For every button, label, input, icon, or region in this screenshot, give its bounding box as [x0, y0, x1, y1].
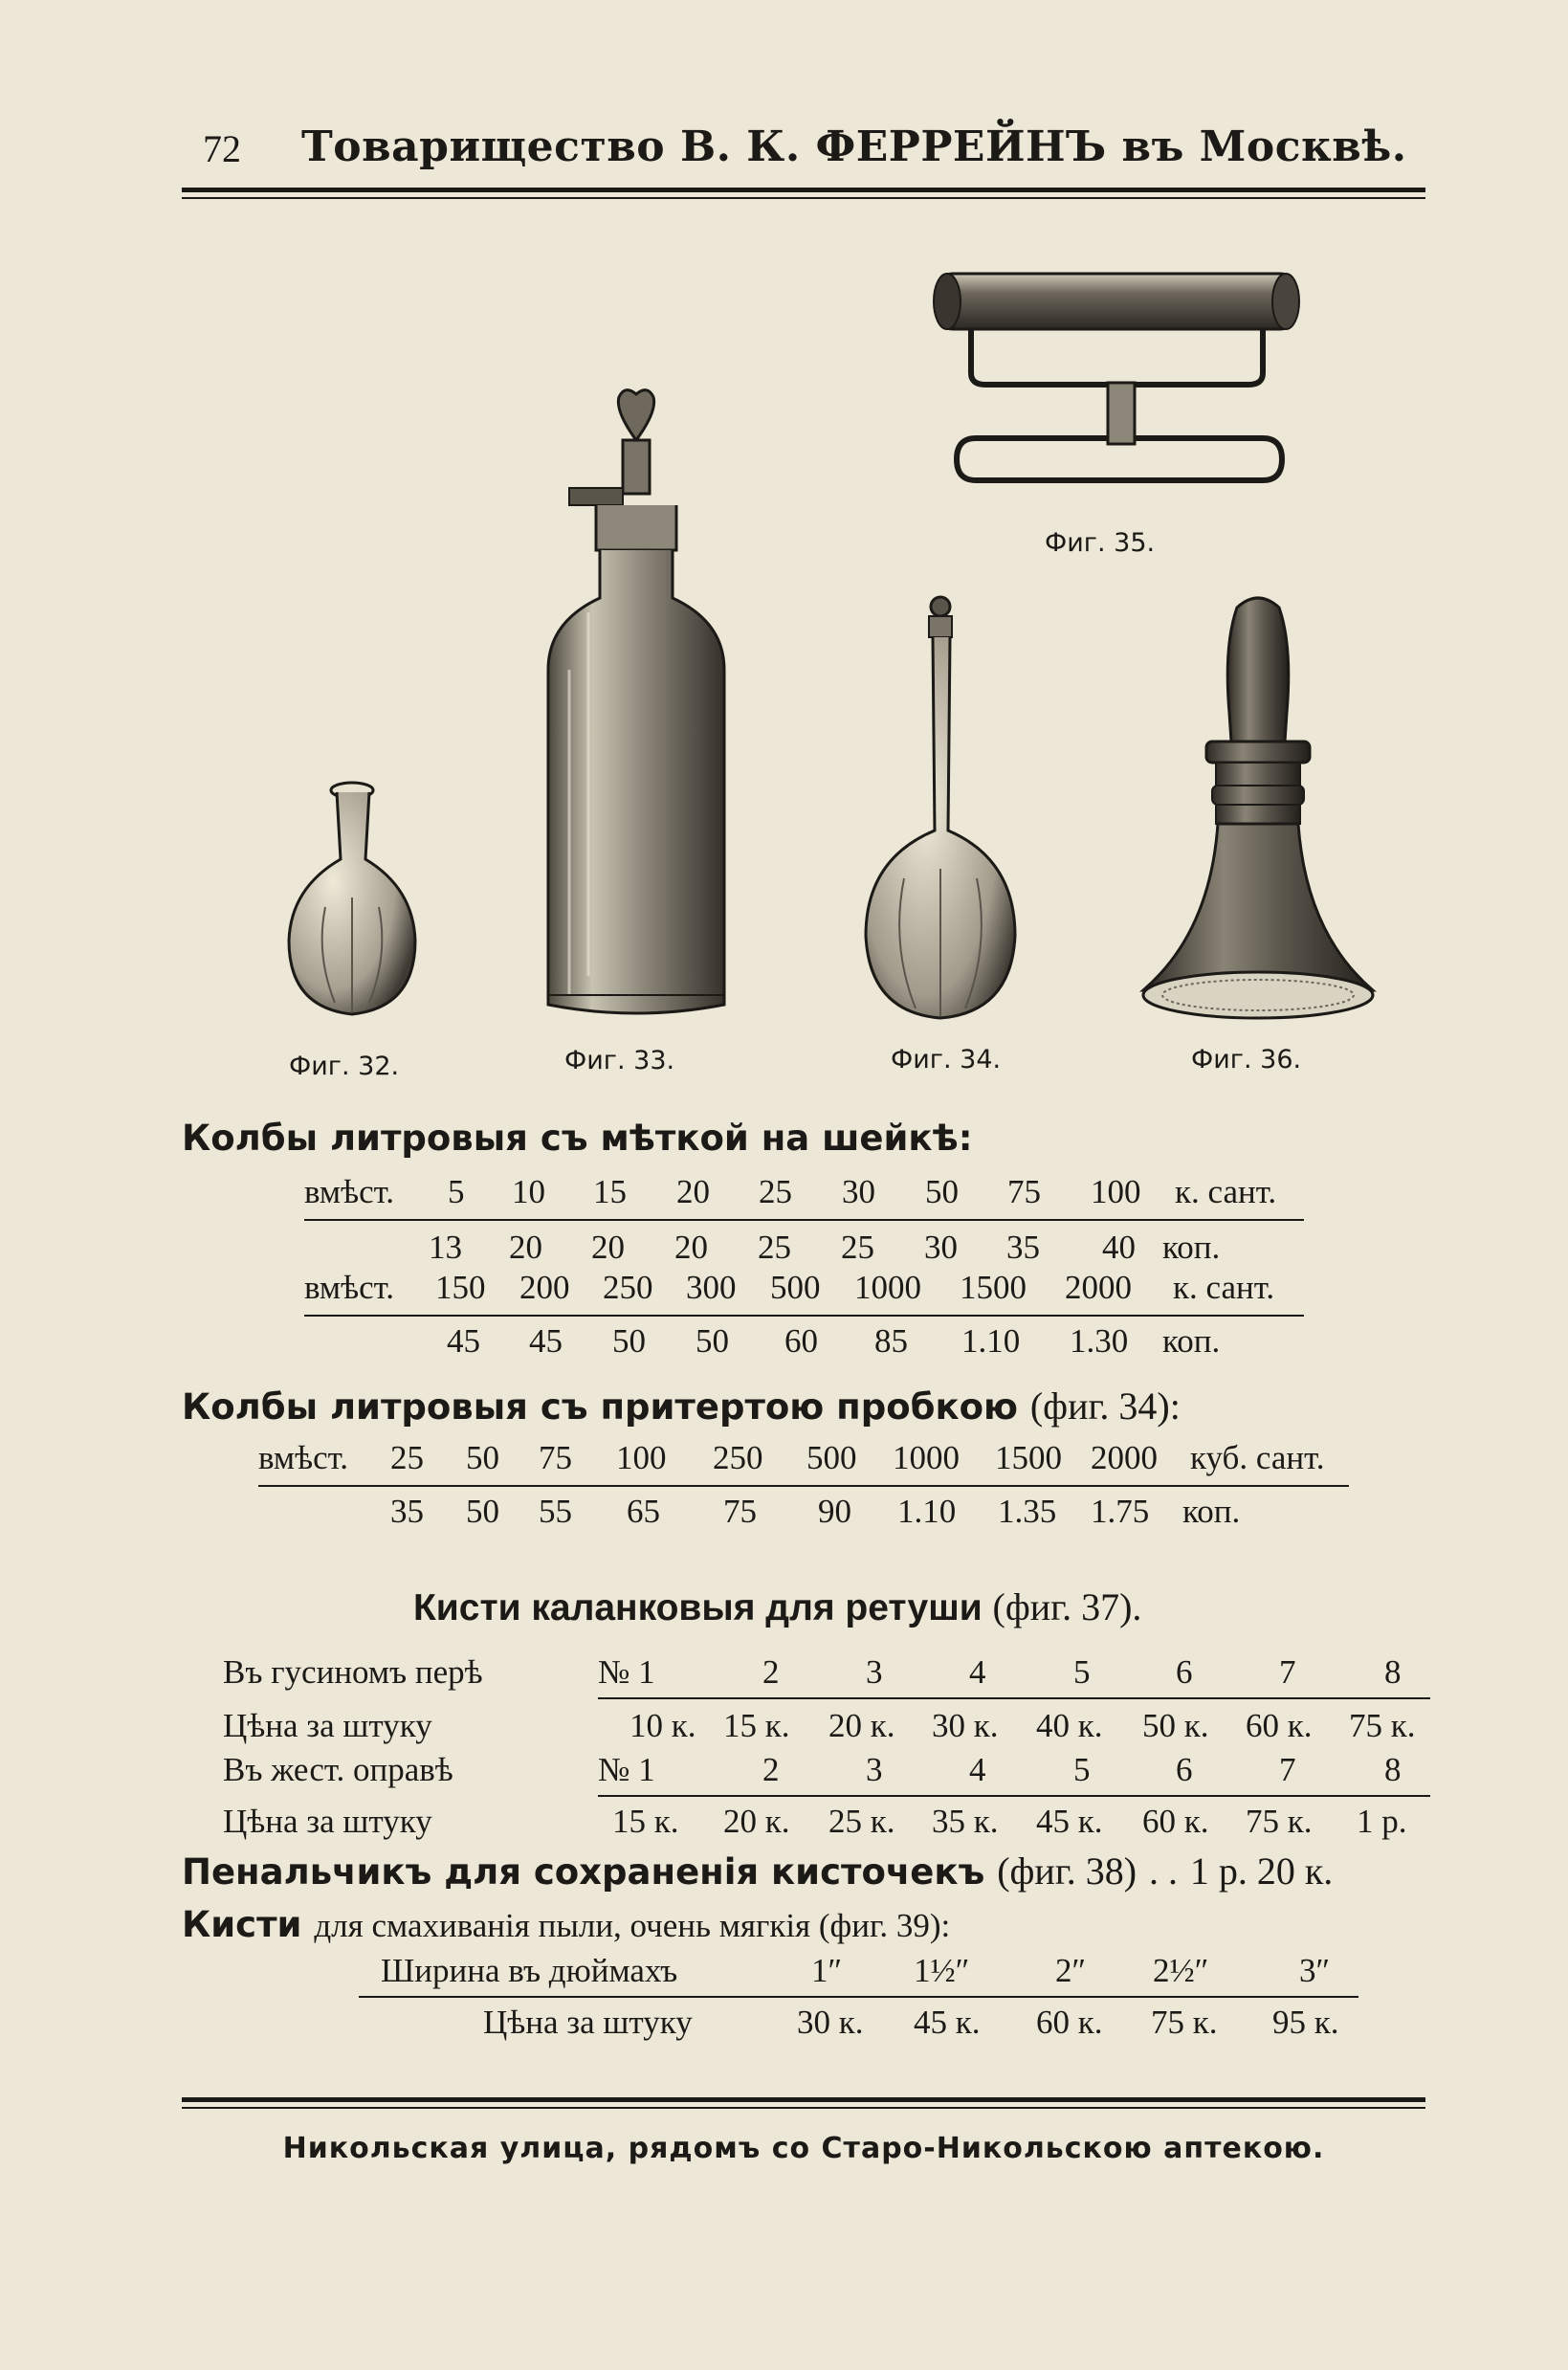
- cell: 1½″: [914, 1952, 970, 1989]
- footer-rule-thin: [182, 2107, 1425, 2109]
- cell: 60: [784, 1322, 818, 1360]
- fig35-caption: Фиг. 35.: [1045, 528, 1156, 558]
- cell: 8: [1384, 1751, 1402, 1788]
- cell: 200: [519, 1269, 570, 1306]
- section1-row1-label: вмѣст.: [304, 1173, 395, 1210]
- cell: 45 к.: [914, 2004, 981, 2041]
- unit: куб. сант.: [1190, 1439, 1325, 1476]
- cell: 8: [1384, 1653, 1402, 1691]
- section3-title-ref: (фиг. 37).: [992, 1585, 1142, 1628]
- cell: 15 к.: [723, 1707, 790, 1744]
- header-rule-thin: [182, 197, 1425, 199]
- section5-line: [182, 1904, 950, 1945]
- cell: 1 р.: [1357, 1803, 1407, 1840]
- cell: 300: [686, 1269, 737, 1306]
- cell: 75 к.: [1246, 1803, 1313, 1840]
- section3-row2: [0, 1707, 1568, 1751]
- cell: 50: [696, 1322, 729, 1360]
- section2-title-ref: (фиг. 34):: [1029, 1384, 1181, 1428]
- section1-row3-label: вмѣст.: [304, 1269, 395, 1306]
- section3-rule2: [598, 1795, 1430, 1797]
- cell: 13: [429, 1229, 462, 1266]
- cell: 25: [758, 1229, 791, 1266]
- cell: 7: [1279, 1653, 1296, 1691]
- cell: 15: [593, 1173, 627, 1210]
- section3-title-text: Кисти каланковыя для ретуши: [413, 1587, 983, 1628]
- cell: 1000: [893, 1439, 960, 1476]
- cell: 6: [1176, 1751, 1193, 1788]
- cell: 90: [818, 1493, 851, 1530]
- cell: 1.10: [897, 1493, 957, 1530]
- section4-title: Пенальчикъ для сохраненія кисточекъ: [182, 1851, 985, 1893]
- section5-title: Кисти: [182, 1904, 302, 1945]
- section4-title-ref: (фиг. 38): [997, 1849, 1137, 1893]
- unit: коп.: [1162, 1229, 1221, 1266]
- cell: 20: [509, 1229, 542, 1266]
- section1-rule2: [304, 1315, 1304, 1317]
- section5-rule: [359, 1996, 1358, 1998]
- cell: 50: [466, 1493, 499, 1530]
- fig36-funnel-illustration: [1134, 588, 1382, 1074]
- cell: 65: [627, 1493, 660, 1530]
- cell: 35 к.: [932, 1803, 999, 1840]
- section3-title: [413, 1584, 1141, 1629]
- cell: 60 к.: [1036, 2004, 1103, 2041]
- cell: 30 к.: [797, 2004, 864, 2041]
- section2-row1-label: вмѣст.: [258, 1439, 349, 1476]
- cell: 3: [866, 1751, 883, 1788]
- cell: 10: [512, 1173, 545, 1210]
- section4-price: 1 р. 20 к.: [1189, 1849, 1334, 1893]
- fig33-bottle-illustration: [531, 383, 741, 1075]
- section3-rule1: [598, 1697, 1430, 1699]
- cell: 6: [1176, 1653, 1193, 1691]
- section1-rule1: [304, 1219, 1304, 1221]
- page-number: 72: [203, 127, 241, 170]
- cell: 3″: [1299, 1952, 1331, 1989]
- cell: 100: [616, 1439, 667, 1476]
- cell: 150: [435, 1269, 486, 1306]
- cell: 250: [603, 1269, 653, 1306]
- cell: 500: [806, 1439, 857, 1476]
- section1-row3: [0, 1269, 1568, 1313]
- cell: 10 к.: [629, 1707, 696, 1744]
- section5-title-rest: для смахиванія пыли, очень мягкія (фиг. 39):: [314, 1907, 951, 1944]
- cell: 100: [1091, 1173, 1141, 1210]
- section3-row4-label: Цѣна за штуку: [223, 1803, 432, 1840]
- cell: № 1: [598, 1653, 655, 1691]
- section2-row1: [0, 1439, 1568, 1483]
- section5-row1-label: Ширина въ дюймахъ: [381, 1952, 678, 1989]
- unit: коп.: [1162, 1322, 1221, 1360]
- cell: 20: [674, 1229, 708, 1266]
- cell: 40 к.: [1036, 1707, 1103, 1744]
- cell: 25: [390, 1439, 424, 1476]
- section1-row4: [0, 1322, 1568, 1366]
- cell: 60 к.: [1246, 1707, 1313, 1744]
- cell: 50 к.: [1142, 1707, 1209, 1744]
- cell: 60 к.: [1142, 1803, 1209, 1840]
- cell: 2: [762, 1751, 780, 1788]
- section3-row1-label: Въ гусиномъ перѣ: [223, 1653, 483, 1691]
- cell: 25 к.: [828, 1803, 895, 1840]
- section1-title: Колбы литровыя съ мѣткой на шейкѣ:: [182, 1118, 973, 1159]
- cell: 35: [390, 1493, 424, 1530]
- section3-row2-label: Цѣна за штуку: [223, 1707, 432, 1744]
- cell: 500: [770, 1269, 821, 1306]
- cell: 2: [762, 1653, 780, 1691]
- cell: 45 к.: [1036, 1803, 1103, 1840]
- section5-row1: [0, 1952, 1568, 1996]
- cell: № 1: [598, 1751, 655, 1788]
- cell: 75: [539, 1439, 572, 1476]
- cell: 2000: [1065, 1269, 1132, 1306]
- section5-row2-label: Цѣна за штуку: [483, 2004, 693, 2041]
- unit: коп.: [1182, 1493, 1241, 1530]
- section1-row2: [0, 1229, 1568, 1273]
- page-header: [182, 122, 1425, 180]
- cell: 2000: [1091, 1439, 1158, 1476]
- header-rule-thick: [182, 188, 1425, 192]
- section3-row4: [0, 1803, 1568, 1847]
- section3-row3-label: Въ жест. оправѣ: [223, 1751, 453, 1788]
- cell: 30: [842, 1173, 875, 1210]
- cell: 7: [1279, 1751, 1296, 1788]
- section5-row2: [0, 2004, 1568, 2048]
- cell: 45: [447, 1322, 480, 1360]
- cell: 20: [591, 1229, 625, 1266]
- fig34-caption: Фиг. 34.: [891, 1045, 1002, 1074]
- fig36-caption: Фиг. 36.: [1191, 1045, 1302, 1074]
- fig33-caption: Фиг. 33.: [564, 1046, 675, 1075]
- cell: 20 к.: [828, 1707, 895, 1744]
- cell: 50: [925, 1173, 959, 1210]
- cell: 1000: [854, 1269, 921, 1306]
- unit: к. сант.: [1173, 1269, 1275, 1306]
- section4-line: [182, 1849, 1333, 1894]
- section2-row2: [0, 1493, 1568, 1537]
- cell: 50: [466, 1439, 499, 1476]
- cell: 75 к.: [1151, 2004, 1218, 2041]
- section2-title-text: Колбы литровыя съ притертою пробкою: [182, 1386, 1018, 1428]
- cell: 20 к.: [723, 1803, 790, 1840]
- cell: 40: [1102, 1229, 1136, 1266]
- cell: 1500: [960, 1269, 1027, 1306]
- cell: 75: [723, 1493, 757, 1530]
- section3-row1: [0, 1653, 1568, 1697]
- section4-dots: . .: [1148, 1849, 1178, 1893]
- cell: 95 к.: [1272, 2004, 1339, 2041]
- cell: 2½″: [1153, 1952, 1209, 1989]
- cell: 75 к.: [1349, 1707, 1416, 1744]
- cell: 1.35: [998, 1493, 1057, 1530]
- cell: 20: [676, 1173, 710, 1210]
- cell: 25: [759, 1173, 792, 1210]
- cell: 4: [969, 1653, 986, 1691]
- section2-title: [182, 1384, 1181, 1429]
- cell: 25: [841, 1229, 874, 1266]
- cell: 15 к.: [612, 1803, 679, 1840]
- cell: 5: [1073, 1751, 1091, 1788]
- cell: 1.10: [961, 1322, 1021, 1360]
- cell: 5: [448, 1173, 465, 1210]
- cell: 1500: [995, 1439, 1062, 1476]
- fig32-caption: Фиг. 32.: [289, 1052, 400, 1081]
- cell: 35: [1006, 1229, 1040, 1266]
- section3-row3: [0, 1751, 1568, 1795]
- section1-row1: [0, 1173, 1568, 1217]
- cell: 55: [539, 1493, 572, 1530]
- cell: 85: [874, 1322, 908, 1360]
- unit: к. сант.: [1175, 1173, 1277, 1210]
- cell: 2″: [1055, 1952, 1087, 1989]
- cell: 3: [866, 1653, 883, 1691]
- cell: 75: [1007, 1173, 1041, 1210]
- section2-rule: [258, 1485, 1349, 1487]
- cell: 250: [713, 1439, 763, 1476]
- cell: 45: [529, 1322, 563, 1360]
- cell: 50: [612, 1322, 646, 1360]
- page-title: Товарищество В. К. ФЕРРЕЙНЪ въ Москвѣ.: [301, 122, 1407, 171]
- fig35-clamp-illustration: [918, 268, 1320, 558]
- cell: 5: [1073, 1653, 1091, 1691]
- cell: 4: [969, 1751, 986, 1788]
- footer-rule-thick: [182, 2097, 1425, 2102]
- cell: 30 к.: [932, 1707, 999, 1744]
- fig34-flask-illustration: [856, 591, 1028, 1074]
- footer-address: Никольская улица, рядомъ со Старо-Никольскою аптекою.: [282, 2132, 1325, 2165]
- cell: 1.75: [1091, 1493, 1150, 1530]
- cell: 30: [924, 1229, 958, 1266]
- cell: 1″: [811, 1952, 843, 1989]
- cell: 1.30: [1070, 1322, 1129, 1360]
- fig32-flask-illustration: [277, 773, 431, 1081]
